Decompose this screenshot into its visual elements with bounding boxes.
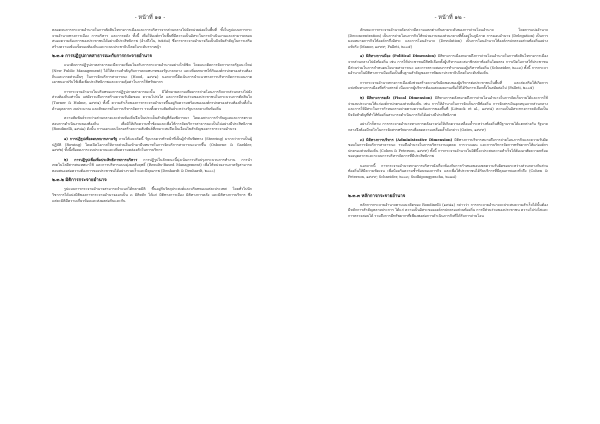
- paragraph: ลักษณะการกระจายอำนาจดังกล่าวมีความแตกต่างกันตามระดับของการถ่ายโอนอำนาจ โดยการแบ่งอำนาจ (Deconcentration) เป็นการถ่ายโอนภารกิจให้หน่วยงานของส่วนกลางที่ตั้งอยู่ในภูมิภาค การมอบอำนาจ (Delegation) เป็นการมอบหมายภารกิจให้องค์กรกึ่งอิสระ และการโอนอำนาจ (Devolution) เป็นการโอนอำนาจให้องค์กรปกครองส่วนท้องถิ่นอย่างแท้จริง (Manor, ๑๙๙๙; Falleti, ๒๐๐๕): [348, 28, 548, 49]
- section-heading: ๒.๓.๓ หลักการกระจายอำนาจ: [348, 193, 406, 199]
- paragraph-text: ภายใต้แนวคิดนี้ รัฐบาลควรทำหน้าที่เป็นผู้กำกับทิศทาง (Steering) มากกว่าการเป็นผู้ปฏิบัติ (Rowing) โดยเปิดโอกาสให้ภาคส่วนอื่นเข้ามามีบทบาทในการจัดบริการสาธารณะมากขึ้น (Osborne & Gaebler, ๑๙๙๒) ทั้งนี้เพื่อลดภาระงบประมาณและเพิ่มความคล่องตัวในการบริหาร: [52, 136, 252, 153]
- page-number: - หน้าที่ ๑๑ -: [134, 15, 166, 21]
- subsection-heading: ๑) มิติทางการเมือง (Political Dimension): [360, 54, 436, 59]
- subsection-paragraph: [348, 54, 548, 76]
- paragraph-text: การปฏิรูปในลักษณะนี้มุ่งเน้นการปรับปรุงกระบวนการทำงาน การนำเทคโนโลยีสารสนเทศมาใช้ และการบริหารแบบมุ่งผลสัมฤทธิ์ (Results-Based Management) เพื่อให้หน่วยงานภาครัฐสามารถตอบสนองต่อความต้องการของประชาชนได้อย่างรวดเร็วและมีคุณภาพ (Denhardt & Denhardt, ๒๐๐๐): [52, 157, 252, 173]
- paragraph: ตลอดจนการกระจายอำนาจในการตัดสินใจทางการเมืองและการบริหารจากส่วนกลางไปยังหน่วยย่อยในพื้นที่ ทั้งในรูปแบบการกระจายอำนาจทางการเมือง การบริหาร และการคลัง ทั้งนี้ เพื่อให้องค์กรในพื้นที่มีความเป็นอิสระในการดำเนินงานและสามารถตอบสนองความต้องการของประชาชนได้อย่างมีประสิทธิภาพ (อ้างถึงใน, ๒๕๕๘) ซึ่งการกระจายอำนาจถือเป็นปัจจัยสำคัญในการเสริมสร้างความเข้มแข็งของท้องถิ่นและระบบประชาธิปไตยในระดับรากหญ้า: [52, 28, 252, 49]
- subsection-heading: ๒) การปฏิรูปเพื่อเพิ่มประสิทธิภาพการบริหาร: [64, 157, 138, 162]
- subsection-heading: ๓) มิติทางการบริหาร (Administrative Dimension): [360, 137, 453, 142]
- paragraph: อย่างไรก็ตาม การกระจายอำนาจทางการคลังอาจก่อให้เกิดความเหลื่อมล้ำระหว่างท้องถิ่นที่มีฐานรายได้แตกต่างกัน รัฐบาลกลางจึงต้องมีกลไกในการจัดสรรทรัพยากรเพื่อลดความเหลื่อมล้ำดังกล่าว (Oates, ๑๙๙๙): [348, 122, 548, 132]
- paragraph-text: มิติทางการเมืองหมายถึงการถ่ายโอนอำนาจในการตัดสินใจทางการเมืองจากส่วนกลางไปยังท้องถิ่น เช่น การให้ประชาชนมีสิทธิเลือกตั้งผู้บริหารและสมาชิกสภาท้องถิ่นโดยตรง การเปิดโอกาสให้ประชาชนมีส่วนร่วมในการกำหนดนโยบายสาธารณะ และการตรวจสอบการทำงานของผู้บริหารท้องถิ่น (Schneider, ๒๐๐๓) ทั้งนี้ การกระจายอำนาจในมิติทางการเมืองถือเป็นพื้นฐานสำคัญของการพัฒนาประชาธิปไตยในระดับท้องถิ่น: [348, 54, 548, 76]
- paragraph: การกระจายอำนาจทางการเมืองยังช่วยสร้างความรับผิดชอบของผู้บริหารต่อประชาชนในพื้นที่ และส่งเสริมให้เกิดการแข่งขันทางการเมืองที่สร้างสรรค์ เนื่องจากผู้บริหารต้องแสดงผลงานเพื่อให้ได้รับการเลือกตั้งในสมัยต่อไป (Falleti, ๒๐๐๕): [348, 80, 548, 91]
- paragraph: ความสัมพันธ์ระหว่างส่วนกลางและส่วนท้องถิ่นจึงเป็นประเด็นสำคัญที่ต้องพิจารณา โดยเฉพาะการกำกับดูแลและการตรวจสอบการดำเนินงานของท้องถิ่น เพื่อมิให้เกิดความซ้ำซ้อนและเพื่อให้การจัดบริการสาธารณะเป็นไปอย่างมีประสิทธิภาพ (Rondinelli, ๑๙๘๑) ดังนั้น การออกแบบโครงสร้างความสัมพันธ์ที่เหมาะสมจึงเป็นเงื่อนไขสำคัญของการกระจายอำนาจ: [52, 116, 252, 132]
- subsection-paragraph: [348, 96, 548, 118]
- subsection-heading: ๒) มิติทางการคลัง (Fiscal Dimension): [360, 95, 433, 100]
- page-body: [52, 28, 252, 208]
- section-heading: ๒.๓.๒ มิติการกระจายอำนาจ: [52, 178, 107, 184]
- page-number: - หน้าที่ ๑๒ -: [434, 15, 466, 21]
- subsection-heading: ๑) การปฏิรูปเพื่อลดบทบาทภาครัฐ: [64, 136, 118, 141]
- paragraph: หลักการกระจายอำนาจตามแนวคิดของ Rondinelli (๑๙๘๑) กล่าวว่า การกระจายอำนาจจะประสบความสำเร็จได้นั้นต้องมีหลักการสำคัญหลายประการ ได้แก่ ความเป็นอิสระขององค์กรปกครองส่วนท้องถิ่น การมีส่วนร่วมของประชาชน ความโปร่งใสและการตรวจสอบได้ รวมถึงการมีทรัพยากรที่เพียงพอต่อการดำเนินภารกิจที่ได้รับการถ่ายโอน: [348, 202, 548, 218]
- subsection-paragraph: [52, 137, 252, 154]
- paragraph: รูปแบบการกระจายอำนาจสามารถจำแนกได้หลายมิติ ขึ้นอยู่กับวัตถุประสงค์และบริบทของแต่ละประเทศ โดยทั่วไปนักวิชาการได้แบ่งมิติของการกระจายอำนาจออกเป็น ๓ มิติหลัก ได้แก่ มิติทางการเมือง มิติทางการคลัง และมิติทางการบริหาร ซึ่งแต่ละมิติมีความเกี่ยวข้องและส่งผลต่อกันและกัน: [52, 187, 252, 203]
- subsection-paragraph: [52, 158, 252, 175]
- section-heading: ๒.๓.๑ การปฏิรูปภาคสาธารณะกับการกระจายอำนาจ: [52, 54, 153, 60]
- subsection-paragraph: [348, 138, 548, 160]
- paragraph-text: มิติทางการคลังหมายถึงการถ่ายโอนอำนาจในการจัดเก็บรายได้และการใช้จ่ายงบประมาณให้แก่องค์กรปกครองส่วนท้องถิ่น เช่น การให้อำนาจในการจัดเก็บภาษีท้องถิ่น การจัดสรรเงินอุดหนุนจากส่วนกลาง และการให้อิสระในการกำหนดรายจ่ายตามความต้องการของพื้นที่ (Litvack et al., ๑๙๙๘) ความเป็นอิสระทางการคลังถือเป็นปัจจัยสำคัญที่ทำให้ท้องถิ่นสามารถดำเนินภารกิจได้อย่างมีประสิทธิภาพ: [348, 95, 548, 117]
- paragraph: นอกจากนี้ การกระจายอำนาจทางการบริหารยังเกี่ยวข้องกับการกำหนดขอบเขตความรับผิดชอบระหว่างส่วนกลางกับส่วนท้องถิ่นให้มีความชัดเจน เพื่อป้องกันความซ้ำซ้อนของภารกิจ และเพื่อให้ประชาชนได้รับบริการที่มีคุณภาพและทั่วถึง (Cohen & Peterson, ๑๙๙๙; Schneider, ๒๐๐๓; Sudhipongpracha, ๒๐๑๘): [348, 163, 548, 180]
- paragraph-text: มิติทางการบริหารหมายถึงการถ่ายโอนภารกิจและความรับผิดชอบในการจัดบริการสาธารณะ รวมถึงอำนาจในการบริหารงานบุคคล การวางแผน และการบริหารจัดการทรัพยากรให้แก่องค์กรปกครองส่วนท้องถิ่น (Cohen & Peterson, ๑๙๙๙) ทั้งนี้ การกระจายอำนาจในมิตินี้จะประสบความสำเร็จได้ต้องอาศัยความพร้อมของบุคลากรและระบบการบริหารจัดการที่มีประสิทธิภาพ: [348, 137, 548, 159]
- right-page: [300, 0, 600, 424]
- page-body: [348, 28, 548, 223]
- paragraph: การกระจายอำนาจในบริบทของการปฏิรูปภาคสาธารณะนั้น มิได้หมายความเพียงการถ่ายโอนภารกิจจากส่วนกลางไปยังส่วนท้องถิ่นเท่านั้น แต่ยังรวมถึงการสร้างความรับผิดชอบ ความโปร่งใส และการมีส่วนร่วมของประชาชนในกระบวนการตัดสินใจ (Turner & Hulme, ๑๙๙๗) ทั้งนี้ ความสำเร็จของการกระจายอำนาจขึ้นอยู่กับความพร้อมขององค์กรปกครองส่วนท้องถิ่นทั้งในด้านบุคลากร งบประมาณ และศักยภาพในการบริหารจัดการ รวมทั้งความสัมพันธ์ระหว่างรัฐบาลกลางกับท้องถิ่น: [52, 89, 252, 111]
- paragraph: แนวคิดการปฏิรูปภาคสาธารณะมีความเชื่อมโยงกับการกระจายอำนาจอย่างใกล้ชิด โดยแนวคิดการจัดการภาครัฐแนวใหม่ (New Public Management) ได้ให้ความสำคัญกับการลดบทบาทของรัฐบาลกลาง และเพิ่มบทบาทให้กับองค์กรปกครองส่วนท้องถิ่นและภาคส่วนอื่นๆ ในการจัดบริการสาธารณะ (Hood, ๑๙๙๑) นอกจากนี้ยังเน้นการนำแนวทางการบริหารจัดการแบบภาคเอกชนมาปรับใช้เพื่อเพิ่มประสิทธิภาพและความคุ้มค่าในการใช้ทรัพยากร: [52, 63, 252, 85]
